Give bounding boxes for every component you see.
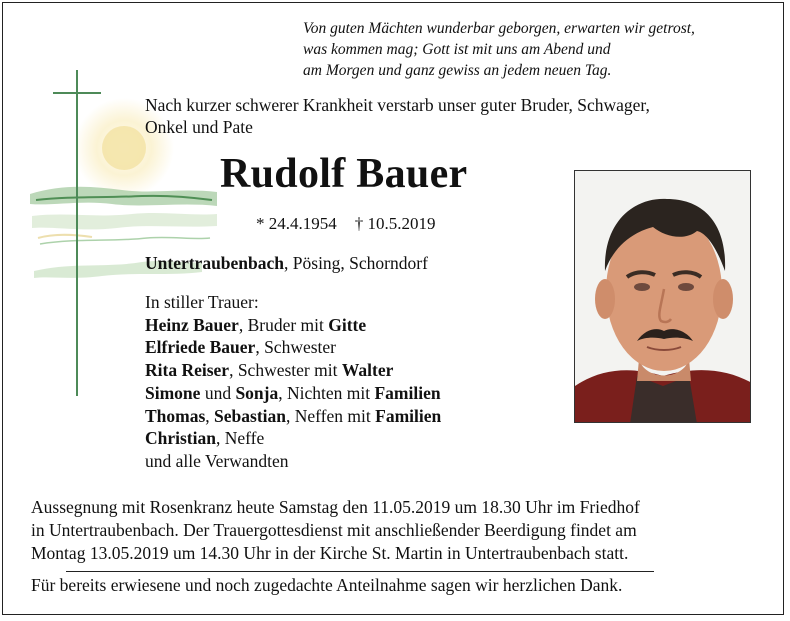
mourner-row bbox=[145, 359, 441, 382]
divider-line bbox=[66, 571, 654, 572]
mourner-name: Sonja bbox=[235, 382, 279, 403]
thanks-note: Für bereits erwiesene und noch zugedachte Anteilnahme sagen wir herzlichen Dank. bbox=[31, 575, 623, 595]
verse-line: am Morgen und ganz gewiss an jedem neuen Tag. bbox=[303, 62, 612, 79]
mourner-row bbox=[145, 336, 441, 359]
announcement-intro bbox=[145, 94, 745, 138]
intro-line: Onkel und Pate bbox=[145, 117, 253, 137]
mourner-partner: Familien bbox=[375, 405, 442, 426]
home-places bbox=[145, 253, 428, 274]
service-line: Aussegnung mit Rosenkranz heute Samstag den 11.05.2019 um 18.30 Uhr im Friedhof bbox=[31, 497, 640, 517]
deceased-name: Rudolf Bauer bbox=[220, 151, 468, 197]
mourner-row bbox=[145, 405, 441, 428]
mourner-relation: und bbox=[200, 382, 236, 403]
left-eye bbox=[634, 283, 650, 291]
place-rest: , Pösing, Schorndorf bbox=[284, 253, 428, 273]
mourner-partner: Walter bbox=[341, 360, 394, 381]
right-ear bbox=[713, 279, 733, 319]
mourner-name: Thomas bbox=[145, 405, 206, 426]
bible-verse bbox=[303, 18, 773, 81]
left-ear bbox=[595, 279, 615, 319]
mourner-relation: , Nichten mit bbox=[278, 382, 375, 403]
death-date: † 10.5.2019 bbox=[354, 214, 436, 233]
mourners-heading: In stiller Trauer: bbox=[145, 292, 259, 312]
place-main: Untertraubenbach bbox=[145, 253, 285, 273]
mourner-partner: Familien bbox=[374, 382, 441, 403]
verse-line: was kommen mag; Gott ist mit uns am Abend und bbox=[303, 41, 611, 58]
landscape-band bbox=[40, 237, 210, 244]
mourner-row bbox=[145, 382, 441, 405]
mourner-relation: , Neffe bbox=[215, 428, 265, 449]
mourner-relation: , Schwester mit bbox=[229, 360, 342, 381]
mourners-list bbox=[145, 291, 441, 473]
service-line: Montag 13.05.2019 um 14.30 Uhr in der Kirche St. Martin in Untertraubenbach statt. bbox=[31, 543, 629, 563]
mourner-name: Simone bbox=[145, 382, 201, 403]
mourner-name: Sebastian bbox=[214, 405, 287, 426]
sun bbox=[102, 126, 146, 170]
mourner-name: Heinz Bauer bbox=[145, 314, 239, 335]
portrait-photo bbox=[574, 170, 751, 423]
mourner-relation: , Schwester bbox=[255, 337, 337, 358]
verse-line: Von guten Mächten wunderbar geborgen, erwarten wir getrost, bbox=[303, 20, 695, 37]
mourner-name: Elfriede Bauer bbox=[145, 337, 256, 358]
mourner-relation: , Bruder mit bbox=[238, 314, 329, 335]
service-line: in Untertraubenbach. Der Trauergottesdienst mit anschließender Beerdigung findet am bbox=[31, 520, 637, 540]
mourner-partner: Gitte bbox=[328, 314, 367, 335]
mourner-row bbox=[145, 314, 441, 337]
service-info bbox=[31, 496, 771, 565]
landscape-band bbox=[38, 235, 92, 238]
life-dates bbox=[256, 214, 436, 234]
mourners-closing: und alle Verwandten bbox=[145, 450, 289, 471]
mourner-relation: , bbox=[205, 405, 215, 426]
mourner-name: Christian bbox=[145, 428, 216, 449]
mourner-relation: , Neffen mit bbox=[286, 405, 376, 426]
mourner-row bbox=[145, 427, 441, 450]
portrait-illustration bbox=[575, 171, 751, 423]
intro-line: Nach kurzer schwerer Krankheit verstarb unser guter Bruder, Schwager, bbox=[145, 95, 650, 115]
mourner-name: Rita Reiser bbox=[145, 360, 230, 381]
landscape-band bbox=[32, 213, 217, 229]
right-eye bbox=[678, 283, 694, 291]
birth-date: * 24.4.1954 bbox=[256, 214, 337, 233]
